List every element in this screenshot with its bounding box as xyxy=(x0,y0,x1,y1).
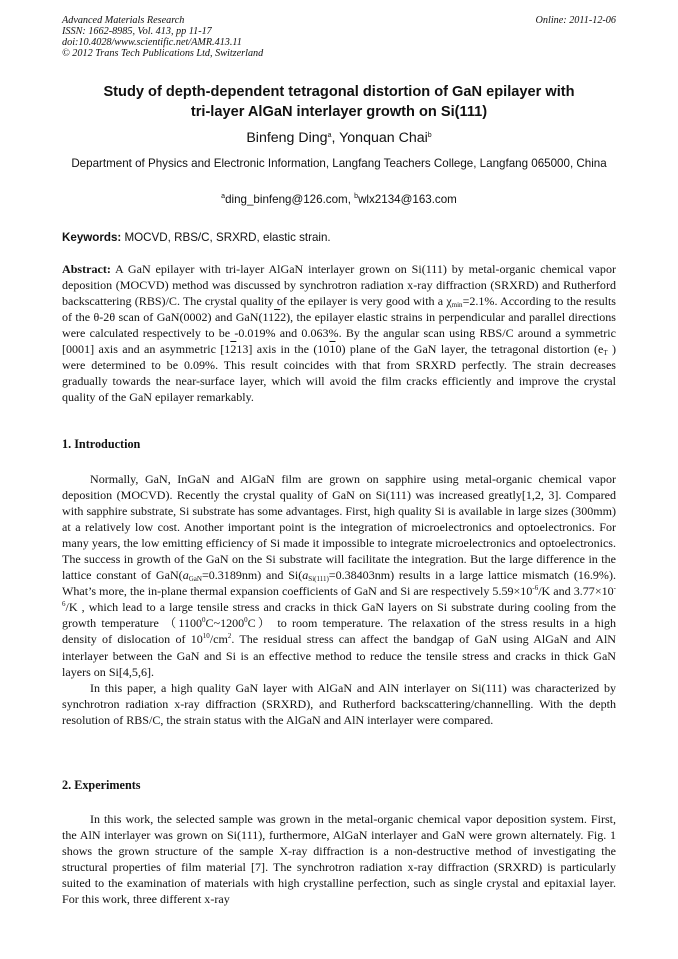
author-separator: , xyxy=(331,130,340,146)
abstract-text-2: =2.1%. According to the results of the θ-2θ scan of GaN(0002) and GaN(11 xyxy=(62,294,616,325)
symbol-a-2: a xyxy=(302,568,309,583)
author-1-mark: a xyxy=(327,132,332,139)
section-1-heading: 1. Introduction xyxy=(62,437,141,451)
email-2: wlx2134@163.com xyxy=(358,193,457,206)
section-2-heading: 2. Experiments xyxy=(62,778,141,792)
journal-header xyxy=(62,15,263,59)
overbar-digit-1: 2 xyxy=(274,310,281,325)
intro-text-4: /K and 3.77×10 xyxy=(538,584,614,599)
affiliation: Department of Physics and Electronic Information, Langfang Teachers College, Langfang 065000, China xyxy=(71,157,607,170)
author-list xyxy=(62,130,616,146)
intro-text-5: /K , which lead to a large tensile stress and cracks in thick GaN layers on Si substrate during cooling from the growth temperature （1100 xyxy=(62,600,616,631)
intro-text-8: /cm xyxy=(209,632,228,647)
email-2-mark: b xyxy=(354,193,359,200)
email-line xyxy=(62,193,616,206)
issn-line: ISSN: 1662-8985, Vol. 413, pp 11-17 xyxy=(62,26,212,37)
title-line-1: Study of depth-dependent tetragonal distortion of GaN epilayer with xyxy=(103,84,575,100)
keywords-label: Keywords: xyxy=(62,231,122,244)
abstract xyxy=(62,261,616,405)
chi-subscript: min xyxy=(451,301,463,310)
journal-name: Advanced Materials Research xyxy=(62,15,185,26)
degree-2: 0 xyxy=(244,616,248,625)
e-subscript: T xyxy=(603,349,608,358)
intro-text-9: . The residual stress can affect the bandgap of GaN using AlGaN and AlN interlayer between the GaN and Si is an effective method to reduce the tensile stress and cracks in thick GaN layers on Si[4,5,6]. xyxy=(62,632,617,679)
email-1-mark: a xyxy=(221,193,226,200)
intro-paragraph-2: In this paper, a high quality GaN layer with AlGaN and AlN interlayer on Si(111) was characterized by synchrotron radiation x-ray diffraction (SRXRD), and Rutherford backscattering/channelling. With the depth resolution of RBS/C, the strain status with the AlGaN and AlN interlayer were compared. xyxy=(62,680,616,727)
author-2: Yonquan Chai xyxy=(339,130,428,146)
introduction-body xyxy=(62,471,616,728)
copyright-line: © 2012 Trans Tech Publications Ltd, Switzerland xyxy=(62,48,264,59)
degree-1: 0 xyxy=(202,616,206,625)
abstract-text-5: 0) plane of the GaN layer, the tetragonal distortion (e xyxy=(335,342,604,357)
author-2-mark: b xyxy=(427,132,432,139)
intro-text-3: =0.38403nm) results in a large lattice mismatch (16.9%). What’s more, the in-plane thermal expansion coefficients of GaN and Si are respectively 5.59×10 xyxy=(62,568,616,599)
keywords-text: MOCVD, RBS/C, SRXRD, elastic strain. xyxy=(121,231,331,244)
sub-gan: GaN xyxy=(188,575,202,584)
intro-text-6: C~1200 xyxy=(205,616,245,631)
email-separator: , xyxy=(347,193,355,206)
intro-text-1: Normally, GaN, InGaN and AlGaN film are grown on sapphire using metal-organic chemical vapor deposition (MOCVD). Recently the crystal quality of GaN on Si(111) was increased greatly[1,2, 3]. Compared with sapphire substrate, Si substrate has some advantages. First, high quality Si is available in large sizes (300mm) at a relatively low cost. Another important point is the integration of microelectronics and optoelectronics. For many years, the low emitting efficiency of Si made it impossible to integrate microelectronics and optoelectronics. The success in growth of the GaN on the Si substrate will facilitate the integration. But the large difference in the lattice constant of GaN( xyxy=(62,472,616,583)
online-date: Online: 2011-12-06 xyxy=(535,15,616,26)
sub-si: Si(111) xyxy=(308,575,329,584)
exponent-4: 2 xyxy=(227,632,232,641)
paper-title xyxy=(62,82,616,122)
abstract-text-3: 2), the epilayer elastic strains in perpendicular and parallel directions were calculated respectively to be -0.019% and 0.063%. By the angular scan using RBS/C around a symmetric [0001] axis and an asymmetric [1 xyxy=(62,310,616,357)
exponent-3: 10 xyxy=(202,632,210,641)
abstract-text-4: 13] axis in the (10 xyxy=(236,342,330,357)
title-line-2: tri-layer AlGaN interlayer growth on Si(111) xyxy=(190,104,488,120)
abstract-text-1: A GaN epilayer with tri-layer AlGaN interlayer grown on Si(111) by metal-organic chemical vapor deposition (MOCVD) method was discussed by synchrotron radiation x-ray diffraction (SRXRD) and Rutherford backscattering (RBS)/C. The crystal quality of the epilayer is very good with a χ xyxy=(62,262,616,309)
exponent-1: -6 xyxy=(532,584,539,593)
abstract-label: Abstract: xyxy=(62,262,111,276)
experiments-body xyxy=(62,811,616,907)
intro-paragraph-1 xyxy=(62,471,616,680)
exponent-2: -6 xyxy=(62,584,617,609)
author-1: Binfeng Ding xyxy=(246,130,328,146)
intro-text-7: C） to room temperature. The relaxation of the stress results in a high density of dislocation of 10 xyxy=(62,616,616,647)
doi-line: doi:10.4028/www.scientific.net/AMR.413.11 xyxy=(62,37,242,48)
symbol-a-1: a xyxy=(182,568,189,583)
keywords xyxy=(62,231,616,244)
abstract-text-6: ) were determined to be 0.09%. This result coincides with that from SRXRD perfectly. The strain decreases gradually towards the near-surface layer, which will avoid the film cracks efficiently and improve the crystal quality of the GaN epilayer remarkably. xyxy=(62,342,616,405)
overbar-digit-3: 1 xyxy=(329,342,336,357)
overbar-digit-2: 2 xyxy=(230,342,237,357)
email-1: ding_binfeng@126.com xyxy=(225,193,348,206)
intro-text-2: =0.3189nm) and Si( xyxy=(201,568,303,583)
experiments-paragraph-1: In this work, the selected sample was grown in the metal-organic chemical vapor deposition system. First, the AlN interlayer was grown on Si(111), furthermore, AlGaN interlayer and GaN were grown alternately. Fig. 1 shows the grown structure of the sample X-ray diffraction is a non-destructive method of investigating the structural properties of film material [7]. The synchrotron radiation x-ray diffraction (SRXRD) is particularly suited to the examination of materials with high crystalline perfection, such as single crystal and epitaxial layer. For this work, three different x-ray xyxy=(62,812,616,907)
